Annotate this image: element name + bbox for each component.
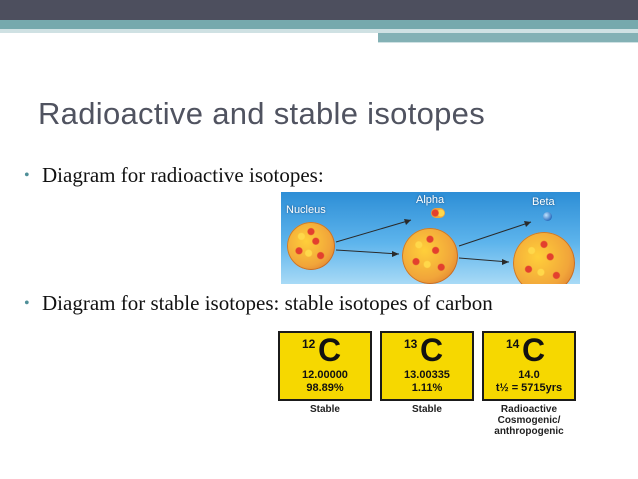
bullet-stable xyxy=(24,290,584,316)
bullet-text: Diagram for radioactive isotopes: xyxy=(42,163,324,187)
half-life: t½ = 5715yrs xyxy=(495,382,563,394)
caption-line: anthropogenic xyxy=(494,426,564,437)
slide-title: Radioactive and stable isotopes xyxy=(38,96,486,131)
bullet-marker: • xyxy=(24,167,30,184)
alpha-particle xyxy=(431,208,445,218)
header-accent-bar xyxy=(0,20,638,29)
caption-line: Stable xyxy=(309,404,340,415)
alpha-label: Alpha xyxy=(416,194,445,206)
header-right-accent xyxy=(378,33,638,42)
bullet-radioactive xyxy=(24,162,544,188)
beta-particle xyxy=(543,212,552,221)
element-symbol: C xyxy=(420,332,444,368)
bullet-marker: • xyxy=(24,295,30,312)
nucleus-label: Nucleus xyxy=(286,204,326,216)
header-thin-line xyxy=(378,42,638,45)
atomic-mass: 12.00000 xyxy=(302,369,348,381)
atomic-mass: 14.0 xyxy=(518,369,540,381)
mass-number: 12 xyxy=(302,337,316,351)
isotope-tile-c13 xyxy=(380,331,474,401)
isotope-caption-c12 xyxy=(278,404,372,415)
caption-line: Radioactive xyxy=(500,404,558,415)
abundance: 1.11% xyxy=(411,382,443,394)
caption-line: Stable xyxy=(411,404,442,415)
isotope-tile-c12 xyxy=(278,331,372,401)
caption-line: Cosmogenic/ xyxy=(497,415,561,426)
header-bar xyxy=(0,0,638,20)
isotope-tile-c14 xyxy=(482,331,576,401)
mass-number: 13 xyxy=(404,337,418,351)
parent-nucleus xyxy=(287,222,335,270)
element-symbol: C xyxy=(522,332,546,368)
abundance: 98.89% xyxy=(306,382,344,394)
mass-number: 14 xyxy=(506,337,520,351)
radioactive-decay-diagram xyxy=(281,192,580,284)
element-symbol: C xyxy=(318,332,342,368)
isotope-caption-c13 xyxy=(380,404,474,415)
atomic-mass: 13.00335 xyxy=(404,369,450,381)
daughter-nucleus-alpha xyxy=(402,228,458,284)
bullet-text: Diagram for stable isotopes: stable isotopes of carbon xyxy=(42,291,493,315)
beta-label: Beta xyxy=(532,196,555,208)
isotope-caption-c14 xyxy=(482,404,576,437)
